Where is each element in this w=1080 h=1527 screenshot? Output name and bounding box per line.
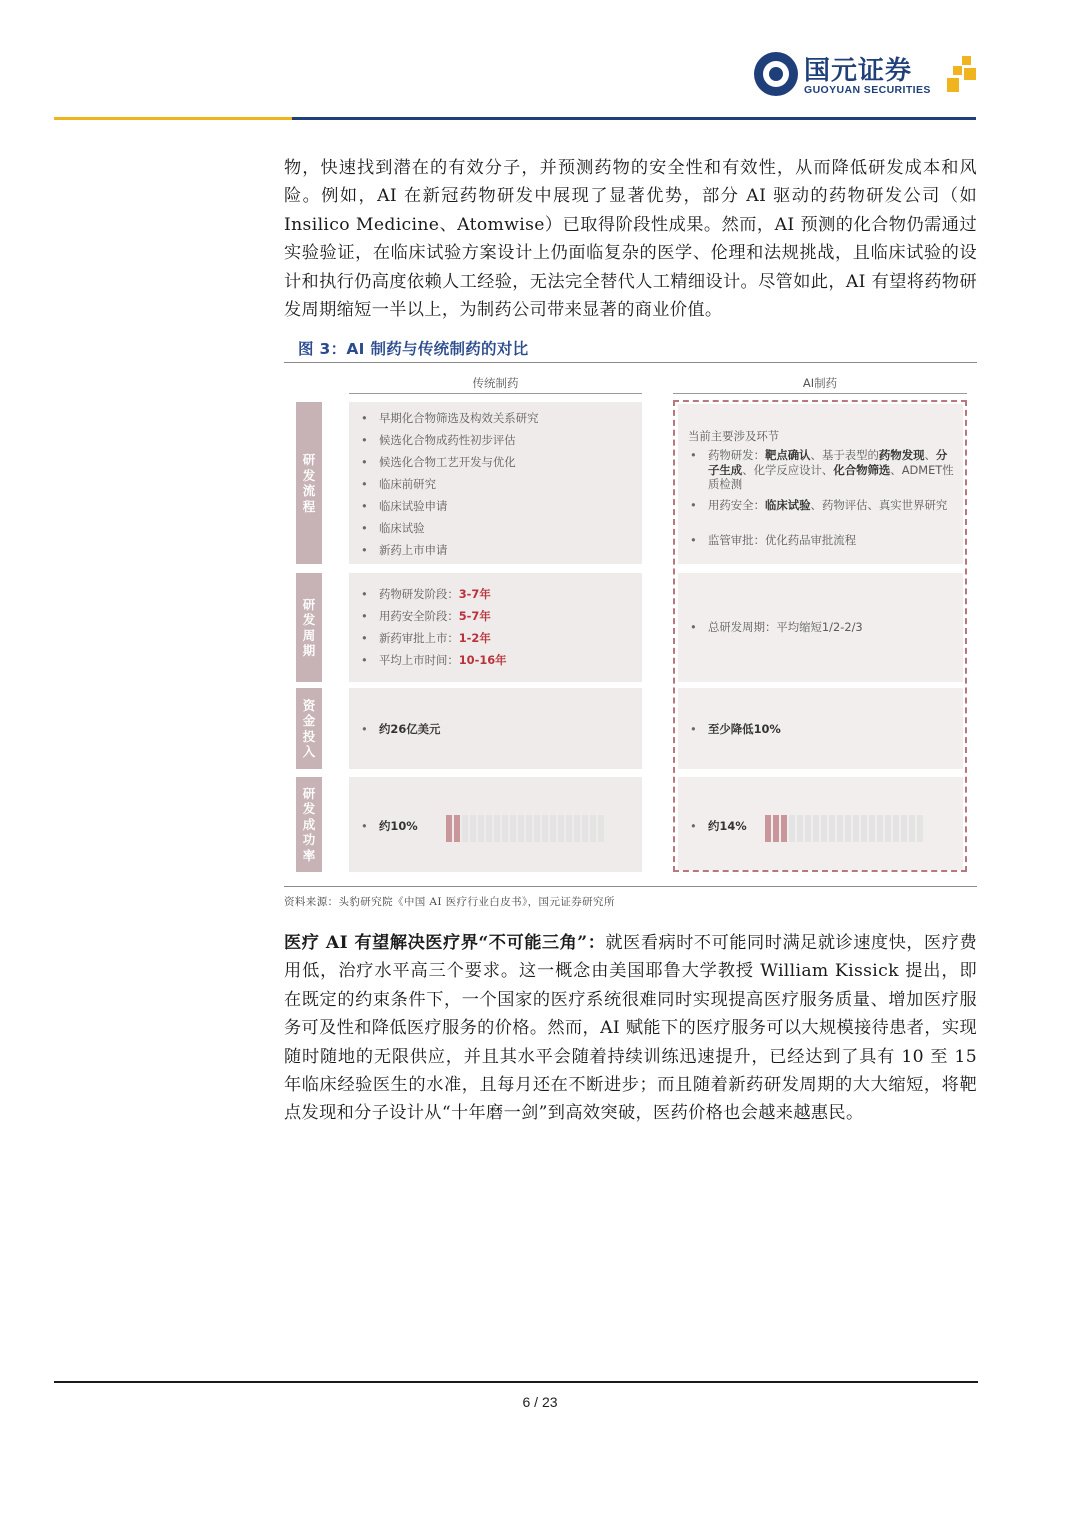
- list-item: • 候选化合物成药性初步评估: [361, 433, 516, 447]
- logo-emblem-icon: [754, 52, 798, 96]
- row-label-investment: 资 金 投 入: [296, 688, 322, 769]
- logo-accent-square: [947, 78, 959, 92]
- success-bar-empty: [494, 815, 500, 842]
- logo-accent-square: [962, 56, 971, 65]
- page-number: 6 / 23: [522, 1394, 558, 1410]
- success-bar-empty: [566, 815, 572, 842]
- success-bar-empty: [598, 815, 604, 842]
- ai-success-value: 约14%: [708, 819, 747, 833]
- list-item: • 临床前研究: [361, 477, 436, 491]
- row-label-cycle: 研 发 周 期: [296, 573, 322, 682]
- list-item: • 总研发周期：平均缩短1/2-2/3: [690, 620, 863, 634]
- list-item: • 早期化合物筛选及构效关系研究: [361, 411, 539, 425]
- figure-bottom-rule: [284, 886, 977, 887]
- ai-investment-value: 至少降低10%: [708, 722, 781, 736]
- success-bar-empty: [478, 815, 484, 842]
- list-item: • 约14%: [690, 819, 747, 833]
- list-item: • 监管审批：优化药品审批流程: [690, 533, 857, 547]
- list-item: • 候选化合物工艺开发与优化: [361, 455, 516, 469]
- logo-accent-square: [964, 68, 976, 80]
- success-bar-empty: [550, 815, 556, 842]
- paragraph-text: 就医看病时不可能同时满足就诊速度快，医疗费用低，治疗水平高三个要求。这一概念由美国耶鲁大学教授 William Kissick 提出，即在既定的约束条件下，一个国家的医疗系统很难同时实现提高医疗服务质量、增加医疗服务可及性和降低医疗服务的价格。然而，AI 赋能下的医疗服务可以大规模接待患者，实现随时随地的无限供应，并且其水平会随着持续训练迅速提升，已经达到了具有 10 至 15 年临床经验医生的水准，且每月还在不断进步；而且随着新药研发周期的大大缩短，将靶点发现和分子设计从“十年磨一剑”到高效突破，医药价格也会越来越惠民。: [284, 933, 978, 1124]
- column-header-rule: [349, 393, 642, 394]
- success-bar-empty: [534, 815, 540, 842]
- success-bar-empty: [502, 815, 508, 842]
- ai-column-dashed-frame: [673, 400, 967, 872]
- success-bar-empty: [486, 815, 492, 842]
- column-header-rule: [673, 393, 967, 394]
- comparison-figure: [284, 363, 977, 886]
- row-label-process: 研 发 流 程: [296, 402, 322, 564]
- row-label-success-rate: 研 发 成 功 率: [296, 777, 322, 872]
- logo-chinese-name: 国元证券: [804, 56, 913, 86]
- company-logo: [754, 50, 978, 100]
- success-bar-empty: [574, 815, 580, 842]
- success-bar-empty: [526, 815, 532, 842]
- success-bar-empty: [470, 815, 476, 842]
- traditional-success-value: 约10%: [379, 819, 418, 833]
- figure-source: 资料来源：头豹研究院《中国 AI 医疗行业白皮书》，国元证券研究所: [284, 896, 615, 908]
- success-bar-empty: [542, 815, 548, 842]
- ai-current-label: 当前主要涉及环节: [688, 429, 780, 443]
- traditional-investment-cell: [349, 688, 642, 769]
- success-bar-filled: [454, 815, 460, 842]
- paragraph-lead: 医疗 AI 有望解决医疗界“不可能三角”：: [284, 933, 606, 953]
- success-bar-empty: [590, 815, 596, 842]
- ai-cycle-value: 总研发周期：平均缩短1/2-2/3: [708, 620, 863, 634]
- logo-english-name: GUOYUAN SECURITIES: [804, 84, 931, 96]
- success-bar-empty: [510, 815, 516, 842]
- success-bar-filled: [446, 815, 452, 842]
- traditional-investment-value: 约26亿美元: [379, 722, 441, 736]
- list-item: • 药物研发：靶点确认、基于表型的药物发现、分子生成、化学反应设计、化合物筛选、ADMET性质检测: [690, 448, 954, 491]
- traditional-success-cell: [349, 777, 642, 872]
- list-item: • 新药审批上市：1-2年: [361, 631, 491, 645]
- figure-title: 图 3：AI 制药与传统制药的对比: [298, 340, 529, 358]
- traditional-process-cell: [349, 402, 642, 564]
- list-item: • 新药上市申请: [361, 543, 448, 557]
- success-bar-empty: [582, 815, 588, 842]
- list-item: • 平均上市时间：10-16年: [361, 653, 507, 667]
- header-rule-accent: [54, 117, 292, 120]
- list-item: • 临床试验申请: [361, 499, 448, 513]
- list-item: • 至少降低10%: [690, 722, 781, 736]
- body-paragraph: 物，快速找到潜在的有效分子，并预测药物的安全性和有效性，从而降低研发成本和风险。例如，AI 在新冠药物研发中展现了显著优势，部分 AI 驱动的药物研发公司（如 Insilico Medicine、Atomwise）已取得阶段性成果。然而，AI 预测的化合物仍需通过实验验证，在临床试验方案设计上仍面临复杂的医学、伦理和法规挑战，且临床试验的设计和执行仍高度依赖人工经验，无法完全替代人工精细设计。尽管如此，AI 有望将药物研发周期缩短一半以上，为制药公司带来显著的商业价值。: [284, 158, 977, 321]
- list-item: • 用药安全：临床试验、药物评估、真实世界研究: [690, 498, 948, 512]
- list-item: • 约26亿美元: [361, 722, 441, 736]
- column-header-ai: AI制药: [802, 376, 838, 390]
- logo-accent-square: [953, 66, 962, 75]
- traditional-cycle-cell: [349, 573, 642, 682]
- list-item: • 约10%: [361, 819, 418, 833]
- success-bar-empty: [558, 815, 564, 842]
- column-header-traditional: 传统制药: [472, 376, 519, 390]
- list-item: • 用药安全阶段：5-7年: [361, 609, 491, 623]
- success-bar-empty: [518, 815, 524, 842]
- list-item: • 药物研发阶段：3-7年: [361, 587, 491, 601]
- footer-rule: [54, 1381, 978, 1383]
- body-paragraph: [284, 929, 977, 1128]
- list-item: • 临床试验: [361, 521, 425, 535]
- success-bar-empty: [462, 815, 468, 842]
